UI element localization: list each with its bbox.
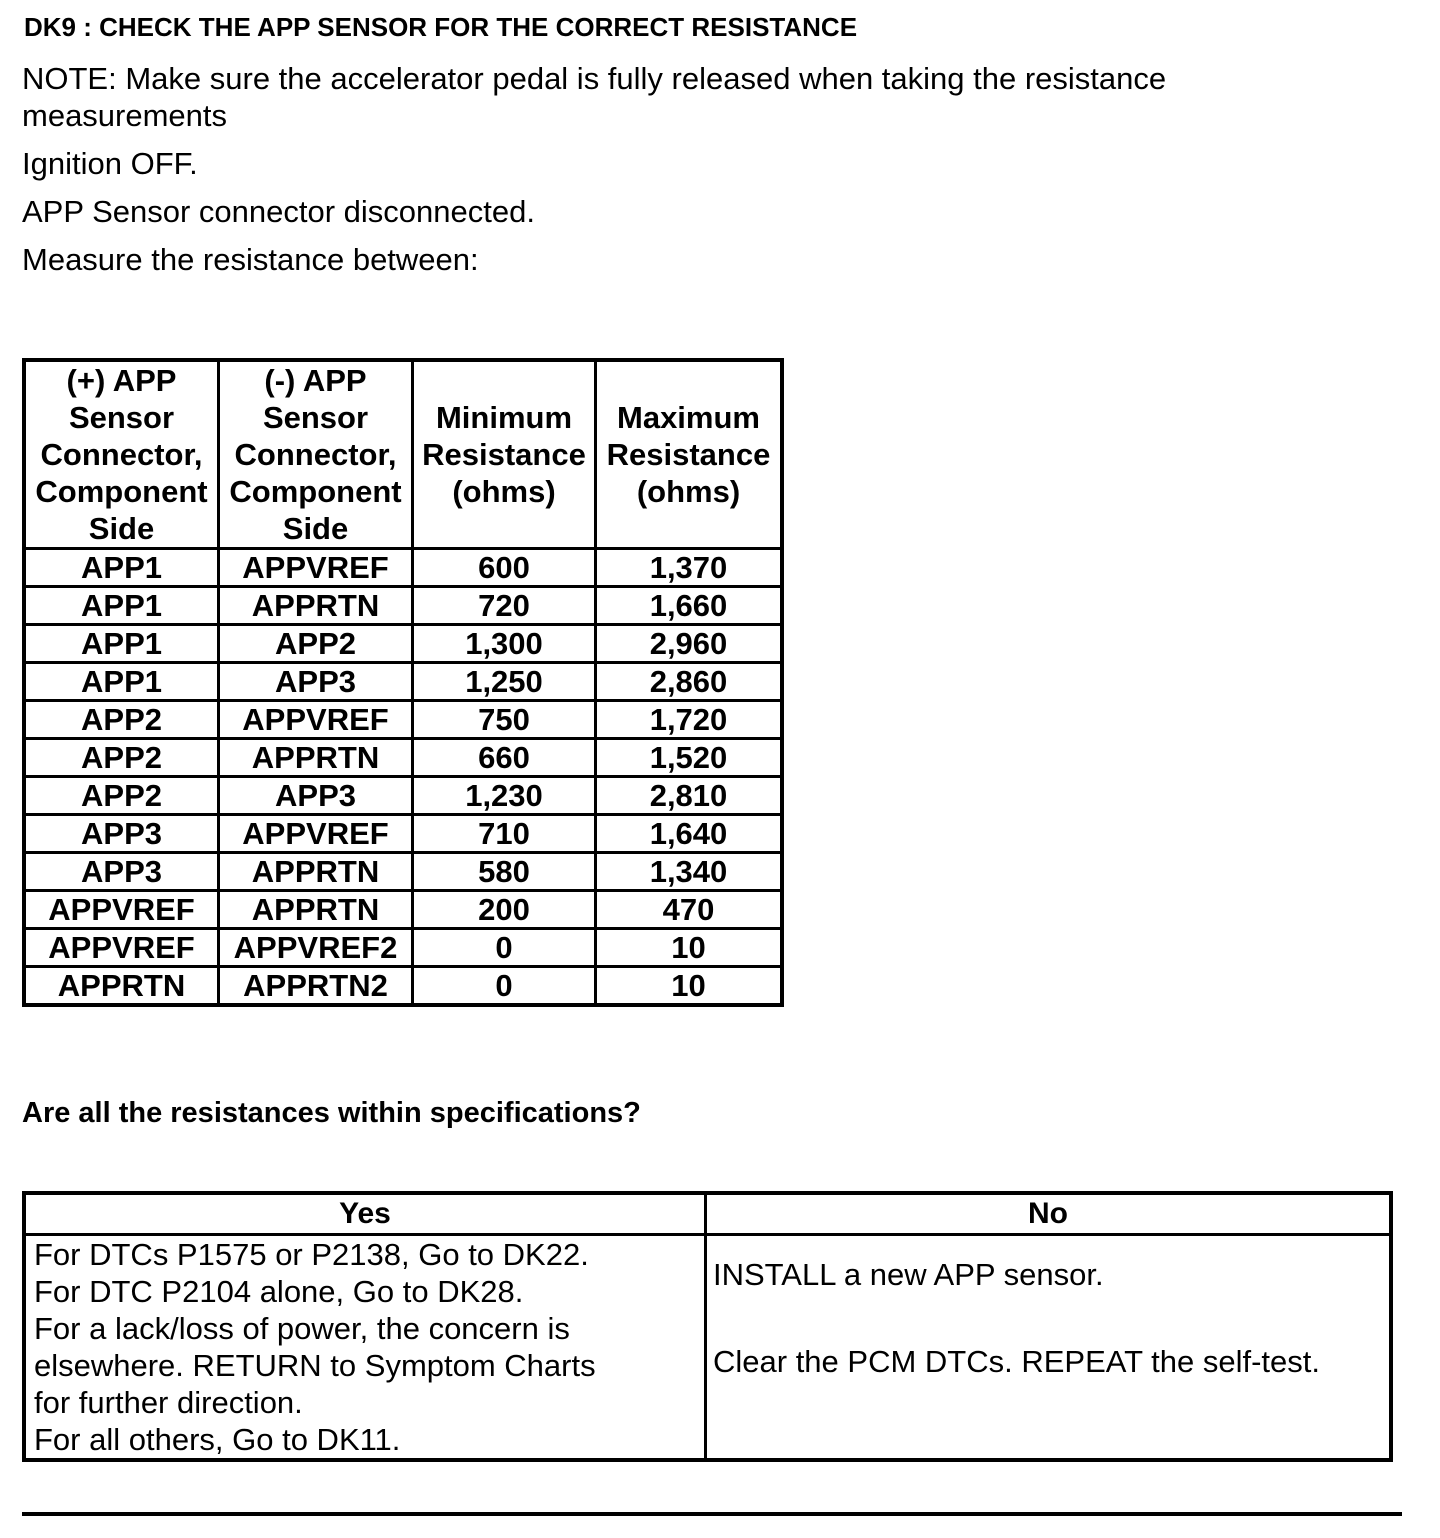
min-resistance-cell: 600 [413, 549, 596, 587]
ignition-text: Ignition OFF. [22, 146, 198, 181]
min-resistance-cell: 0 [413, 967, 596, 1006]
no-instruction-line: Clear the PCM DTCs. REPEAT the self-test. [713, 1344, 1320, 1379]
minus-pin-cell: APPVREF [219, 549, 413, 587]
table-row [24, 701, 782, 739]
yes-instruction-line: For all others, Go to DK11. [34, 1422, 401, 1457]
plus-pin-cell: APP1 [24, 663, 219, 701]
yes-instruction-line: For DTCs P1575 or P2138, Go to DK22. [34, 1237, 589, 1272]
max-resistance-cell: 1,520 [596, 739, 783, 777]
max-resistance-cell: 2,810 [596, 777, 783, 815]
header-line: Sensor [262, 400, 369, 435]
header-line: Minimum [435, 400, 573, 435]
note-text: NOTE: Make sure the accelerator pedal is fully released when taking the resistance measurements [22, 61, 1167, 133]
minus-pin-cell: APPVREF2 [219, 929, 413, 967]
max-resistance-cell: 1,340 [596, 853, 783, 891]
table-row [24, 815, 782, 853]
header-line: Resistance [422, 437, 586, 472]
header-line: Connector, [234, 437, 397, 472]
max-resistance-cell: 10 [596, 967, 783, 1006]
decision-header-row [24, 1193, 1391, 1235]
table-row [24, 853, 782, 891]
min-resistance-cell: 750 [413, 701, 596, 739]
plus-pin-cell: APP3 [24, 853, 219, 891]
table-row [24, 587, 782, 625]
min-resistance-cell: 0 [413, 929, 596, 967]
plus-pin-cell: APP2 [24, 739, 219, 777]
measure-text: Measure the resistance between: [22, 242, 479, 277]
table-row [24, 625, 782, 663]
no-cell [706, 1235, 1392, 1461]
yes-header: Yes [24, 1193, 706, 1235]
header-line: Side [282, 511, 349, 546]
minus-pin-cell: APPRTN [219, 739, 413, 777]
header-line: Maximum [617, 400, 760, 435]
yes-cell [24, 1235, 706, 1461]
table-row [24, 739, 782, 777]
table-row [24, 967, 782, 1006]
yes-instruction-line: For a lack/loss of power, the concern is [34, 1311, 570, 1346]
connector-text: APP Sensor connector disconnected. [22, 194, 535, 229]
plus-pin-cell: APP3 [24, 815, 219, 853]
table-row [24, 891, 782, 929]
minus-pin-cell: APPVREF [219, 701, 413, 739]
yes-instruction-line: elsewhere. RETURN to Symptom Charts [34, 1348, 596, 1383]
yes-instruction-line: For DTC P2104 alone, Go to DK28. [34, 1274, 524, 1309]
no-instruction-line: INSTALL a new APP sensor. [713, 1257, 1104, 1292]
min-resistance-cell: 710 [413, 815, 596, 853]
min-resistance-cell: 720 [413, 587, 596, 625]
minus-pin-cell: APPVREF [219, 815, 413, 853]
header-plus-side [24, 360, 219, 549]
minus-pin-cell: APP2 [219, 625, 413, 663]
minus-pin-cell: APPRTN [219, 587, 413, 625]
plus-pin-cell: APP2 [24, 777, 219, 815]
header-line: Resistance [606, 437, 771, 472]
minus-pin-cell: APPRTN [219, 891, 413, 929]
header-minimum-resistance [413, 360, 596, 549]
max-resistance-cell: 2,860 [596, 663, 783, 701]
max-resistance-cell: 1,660 [596, 587, 783, 625]
header-line: Sensor [68, 400, 175, 435]
plus-pin-cell: APPVREF [24, 891, 219, 929]
plus-pin-cell: APP1 [24, 587, 219, 625]
header-minus-side [219, 360, 413, 549]
header-line: Side [88, 511, 155, 546]
min-resistance-cell: 1,250 [413, 663, 596, 701]
minus-pin-cell: APPRTN2 [219, 967, 413, 1006]
table-row [24, 929, 782, 967]
plus-pin-cell: APP1 [24, 549, 219, 587]
decision-body-row [24, 1235, 1391, 1461]
header-line: Connector, [40, 437, 203, 472]
max-resistance-cell: 470 [596, 891, 783, 929]
header-line: Component [35, 474, 208, 509]
resistance-table-header-row [24, 360, 782, 549]
header-line: (-) APP [264, 363, 367, 398]
max-resistance-cell: 2,960 [596, 625, 783, 663]
min-resistance-cell: 200 [413, 891, 596, 929]
table-row [24, 549, 782, 587]
yes-instruction-line: for further direction. [34, 1385, 303, 1420]
min-resistance-cell: 660 [413, 739, 596, 777]
header-line: (ohms) [636, 474, 741, 509]
header-line: (ohms) [452, 474, 556, 509]
specification-question: Are all the resistances within specifications? [22, 1097, 641, 1129]
spacer [707, 1236, 1389, 1256]
plus-pin-cell: APPVREF [24, 929, 219, 967]
minus-pin-cell: APP3 [219, 777, 413, 815]
no-header: No [706, 1193, 1392, 1235]
plus-pin-cell: APPRTN [24, 967, 219, 1006]
header-line: (+) APP [66, 363, 177, 398]
header-line: Component [229, 474, 402, 509]
minus-pin-cell: APP3 [219, 663, 413, 701]
max-resistance-cell: 1,370 [596, 549, 783, 587]
header-maximum-resistance [596, 360, 783, 549]
table-row [24, 663, 782, 701]
min-resistance-cell: 580 [413, 853, 596, 891]
plus-pin-cell: APP1 [24, 625, 219, 663]
min-resistance-cell: 1,300 [413, 625, 596, 663]
max-resistance-cell: 10 [596, 929, 783, 967]
plus-pin-cell: APP2 [24, 701, 219, 739]
min-resistance-cell: 1,230 [413, 777, 596, 815]
table-row [24, 777, 782, 815]
minus-pin-cell: APPRTN [219, 853, 413, 891]
resistance-table [22, 358, 784, 1007]
max-resistance-cell: 1,640 [596, 815, 783, 853]
decision-table [22, 1191, 1393, 1462]
spacer [707, 1293, 1389, 1343]
page-title: DK9 : CHECK THE APP SENSOR FOR THE CORRECT RESISTANCE [24, 12, 858, 42]
bottom-divider [22, 1512, 1402, 1516]
max-resistance-cell: 1,720 [596, 701, 783, 739]
